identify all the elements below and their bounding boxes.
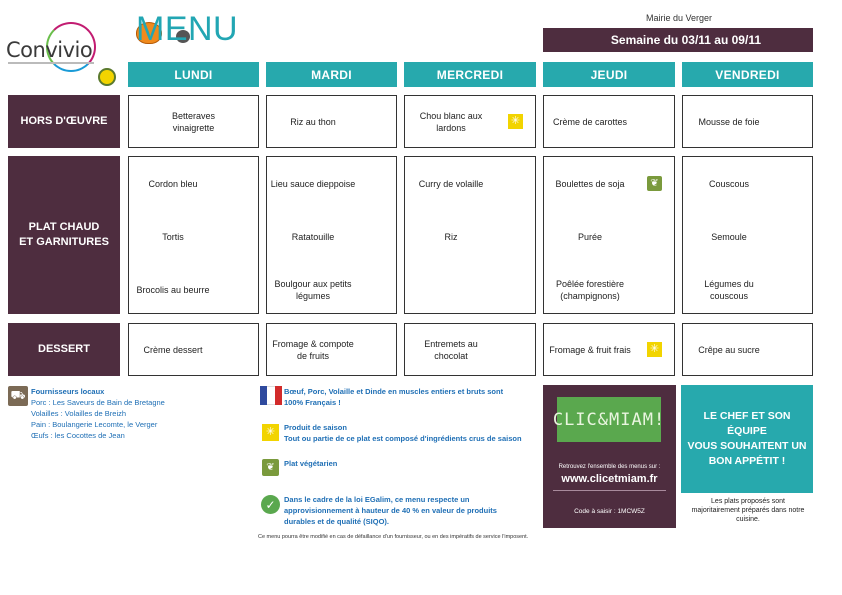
menu-item: Fromage & fruit frais bbox=[549, 345, 631, 355]
menu-item: Chou blanc aux lardons bbox=[419, 111, 483, 133]
local-suppliers-legend: Fournisseurs locaux Porc : Les Saveurs de Bain de Bretagne Volailles : Volailles de Breizh Pain : Boulangerie Lecomte, le Verger Œufs : les Cocottes de Jean bbox=[31, 387, 165, 440]
vegetarian-legend-icon: ❦ bbox=[262, 459, 279, 476]
cell-plat-mardi bbox=[266, 156, 397, 314]
menu-item: Poêlée forestière (champignons) bbox=[555, 279, 625, 301]
clic-info: Retrouvez l'ensemble des menus sur : bbox=[558, 464, 661, 470]
row-header-hors-doeuvre: HORS D'ŒUVRE bbox=[8, 95, 120, 148]
menu-item: Semoule bbox=[711, 232, 747, 242]
chef-message: LE CHEF ET SON ÉQUIPE VOUS SOUHAITENT UN BON APPÉTIT ! bbox=[681, 385, 813, 493]
check-icon: ✓ bbox=[261, 495, 280, 514]
cell-dessert-jeudi bbox=[543, 323, 675, 376]
menu-item: Cordon bleu bbox=[148, 179, 198, 189]
day-header-mardi: MARDI bbox=[266, 62, 397, 87]
menu-item: Mousse de foie bbox=[698, 117, 760, 127]
cell-plat-mercredi bbox=[404, 156, 536, 314]
day-header-lundi: LUNDI bbox=[128, 62, 259, 87]
tractor-icon: ⛟ bbox=[8, 386, 28, 406]
french-flag-icon bbox=[260, 386, 282, 405]
badge-icon bbox=[98, 68, 116, 86]
convivio-logo bbox=[6, 22, 98, 74]
menu-item: Purée bbox=[577, 232, 603, 242]
egalim-legend: Dans le cadre de la loi EGalim, ce menu respecte un approvisionnement à hauteur de 40 % en valeur de produits durables et de qualité (SIQO). bbox=[284, 495, 497, 526]
season-legend: Produit de saison Tout ou partie de ce plat est composé d'ingrédients crus de saison bbox=[284, 423, 522, 443]
season-icon: ✳ bbox=[647, 342, 662, 357]
cell-hors-vendredi bbox=[682, 95, 813, 148]
row-header-plat-chaud bbox=[8, 156, 120, 314]
day-header-mercredi: MERCREDI bbox=[404, 62, 536, 87]
logo-underline bbox=[8, 62, 94, 64]
menu-item: Ratatouille bbox=[291, 232, 335, 242]
menu-item: Légumes du couscous bbox=[704, 279, 754, 301]
footnote: Ce menu pourra être modifié en cas de défaillance d'un fournisseur, ou en des impératifs de service l'imposent. bbox=[258, 534, 529, 540]
chef-note: Les plats proposés sont majoritairement préparés dans notre cuisine. bbox=[691, 498, 805, 523]
menu-item: Lieu sauce dieppoise bbox=[270, 179, 356, 189]
row-header-dessert: DESSERT bbox=[8, 323, 120, 376]
menu-item: Brocolis au beurre bbox=[136, 285, 210, 295]
cell-plat-vendredi bbox=[682, 156, 813, 314]
menu-title: MENU bbox=[136, 10, 239, 48]
row-header-plat-line1: PLAT CHAUD bbox=[28, 221, 100, 233]
clic-miam-panel bbox=[543, 385, 676, 528]
row-header-plat-line2: ET GARNITURES bbox=[19, 236, 109, 248]
menu-item: Betteraves vinaigrette bbox=[171, 111, 216, 133]
logo-text: Convivio bbox=[6, 38, 93, 62]
divider bbox=[553, 490, 666, 491]
day-header-vendredi: VENDREDI bbox=[682, 62, 813, 87]
cell-plat-jeudi bbox=[543, 156, 675, 314]
menu-item: Entremets au chocolat bbox=[424, 339, 478, 361]
menu-item: Crème dessert bbox=[143, 345, 203, 355]
cell-dessert-mercredi bbox=[404, 323, 536, 376]
menu-item: Crème de carottes bbox=[552, 117, 628, 127]
menu-item: Crêpe au sucre bbox=[698, 345, 760, 355]
menu-item: Boulettes de soja bbox=[555, 179, 625, 189]
cell-hors-lundi bbox=[128, 95, 259, 148]
mairie-label: Mairie du Verger bbox=[645, 13, 713, 23]
cell-hors-jeudi bbox=[543, 95, 675, 148]
clic-code: Code à saisir : 1MCW5Z bbox=[574, 508, 645, 515]
cell-dessert-lundi bbox=[128, 323, 259, 376]
cell-dessert-mardi bbox=[266, 323, 397, 376]
menu-item: Couscous bbox=[708, 179, 750, 189]
menu-item: Fromage & compote de fruits bbox=[272, 339, 354, 361]
cell-hors-mardi bbox=[266, 95, 397, 148]
vegetarian-legend: Plat végétarien bbox=[284, 459, 338, 468]
season-legend-icon: ✳ bbox=[262, 424, 279, 441]
day-header-jeudi: JEUDI bbox=[543, 62, 675, 87]
cell-plat-lundi bbox=[128, 156, 259, 314]
clic-url-link[interactable]: www.clicetmiam.fr bbox=[561, 473, 658, 485]
menu-item: Boulgour aux petits légumes bbox=[274, 279, 352, 301]
season-icon: ✳ bbox=[508, 114, 523, 129]
menu-item: Riz au thon bbox=[290, 117, 336, 127]
cell-hors-mercredi bbox=[404, 95, 536, 148]
clic-miam-logo: CLIC&MIAM! bbox=[557, 397, 661, 442]
france-legend: Bœuf, Porc, Volaille et Dinde en muscles entiers et bruts sont 100% Français ! bbox=[284, 387, 504, 407]
vegetarian-icon: ❦ bbox=[647, 176, 662, 191]
week-banner: Semaine du 03/11 au 09/11 bbox=[543, 28, 813, 52]
cell-dessert-vendredi bbox=[682, 323, 813, 376]
menu-item: Riz bbox=[444, 232, 458, 242]
menu-item: Curry de volaille bbox=[418, 179, 484, 189]
menu-item: Tortis bbox=[162, 232, 184, 242]
